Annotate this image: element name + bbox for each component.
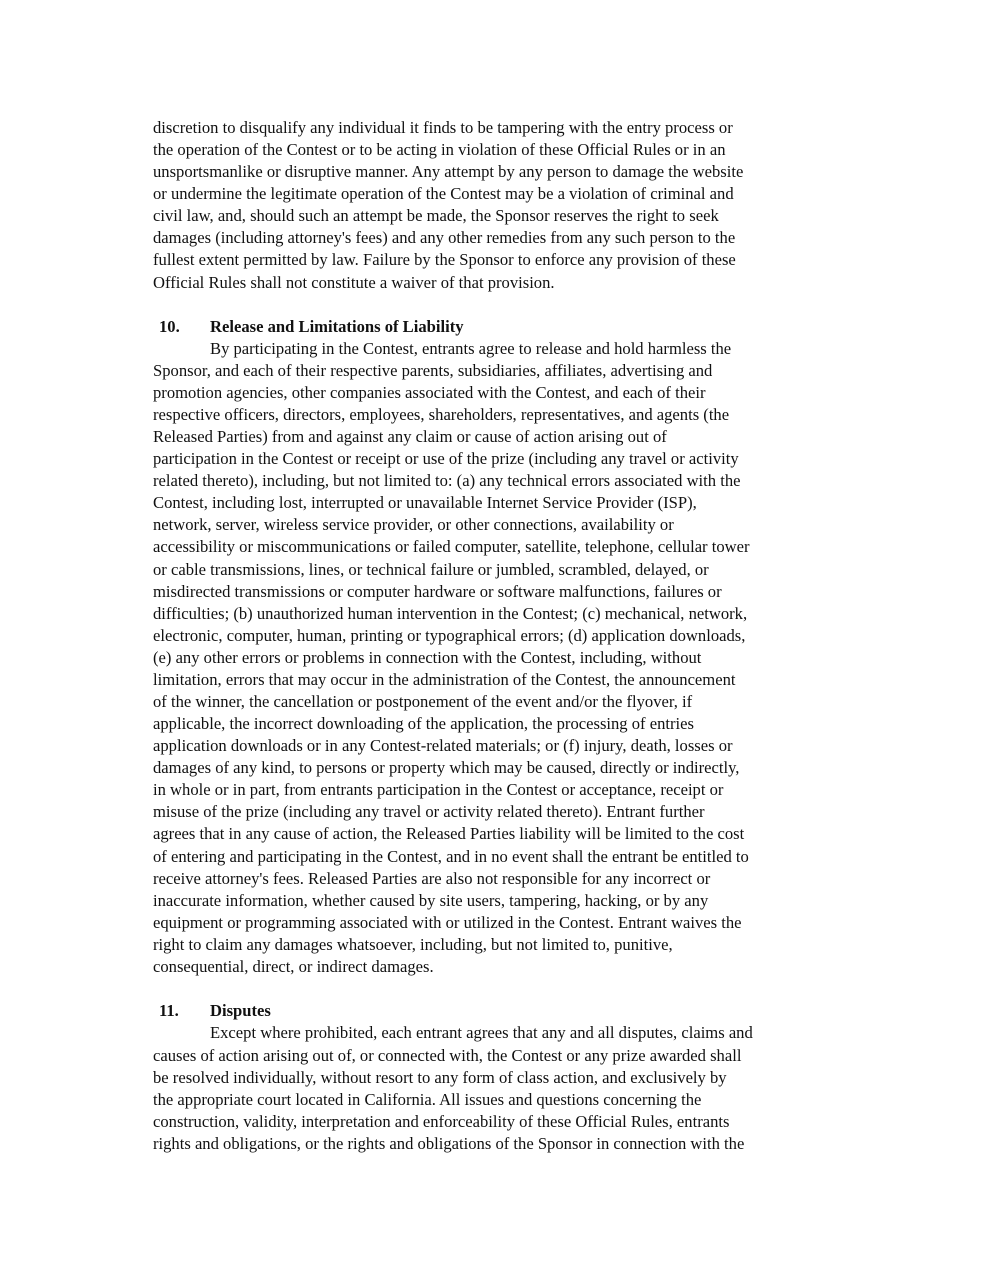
section-10-line-16: limitation, errors that may occur in the administration of the Contest, the announcement bbox=[153, 670, 736, 689]
section-10-line-11: or cable transmissions, lines, or technical failure or jumbled, scrambled, delayed, or bbox=[153, 560, 709, 579]
intro-line-5: civil law, and, should such an attempt be made, the Sponsor reserves the right to seek bbox=[153, 206, 719, 225]
section-10-line-26: inaccurate information, whether caused by site users, tampering, hacking, or by any bbox=[153, 891, 709, 910]
section-11-number: 11. bbox=[159, 1001, 179, 1020]
section-10-line-23: agrees that in any cause of action, the Released Parties liability will be limited to the cost bbox=[153, 824, 745, 843]
section-10-line-10: accessibility or miscommunications or failed computer, satellite, telephone, cellular tower bbox=[153, 537, 750, 556]
section-10-line-7: related thereto), including, but not limited to: (a) any technical errors associated with the bbox=[153, 471, 741, 490]
section-11-title: Disputes bbox=[210, 1001, 271, 1020]
section-10-line-28: right to claim any damages whatsoever, including, but not limited to, punitive, bbox=[153, 935, 673, 954]
section-10-line-25: receive attorney's fees. Released Parties are also not responsible for any incorrect or bbox=[153, 869, 711, 888]
section-10-line-15: (e) any other errors or problems in connection with the Contest, including, without bbox=[153, 648, 702, 667]
intro-line-7: fullest extent permitted by law. Failure by the Sponsor to enforce any provision of these bbox=[153, 250, 736, 269]
section-11-line-4: the appropriate court located in California. All issues and questions concerning the bbox=[153, 1090, 702, 1109]
section-11-line-2: causes of action arising out of, or connected with, the Contest or any prize awarded shall bbox=[153, 1046, 742, 1065]
intro-line-3: unsportsmanlike or disruptive manner. Any attempt by any person to damage the website bbox=[153, 162, 744, 181]
section-10-line-24: of entering and participating in the Contest, and in no event shall the entrant be entitled to bbox=[153, 847, 749, 866]
section-11-line-6: rights and obligations, or the rights and obligations of the Sponsor in connection with the bbox=[153, 1134, 745, 1153]
section-10-title: Release and Limitations of Liability bbox=[210, 317, 464, 336]
section-11-line-1: Except where prohibited, each entrant agrees that any and all disputes, claims and bbox=[210, 1023, 753, 1042]
section-10-line-1: By participating in the Contest, entrants agree to release and hold harmless the bbox=[210, 339, 732, 358]
section-10-line-8: Contest, including lost, interrupted or unavailable Internet Service Provider (ISP), bbox=[153, 493, 697, 512]
section-10-line-17: of the winner, the cancellation or postponement of the event and/or the flyover, if bbox=[153, 692, 693, 711]
section-11-line-3: be resolved individually, without resort to any form of class action, and exclusively by bbox=[153, 1068, 727, 1087]
intro-line-6: damages (including attorney's fees) and any other remedies from any such person to the bbox=[153, 228, 736, 247]
section-10-line-19: application downloads or in any Contest-related materials; or (f) injury, death, losses or bbox=[153, 736, 733, 755]
intro-line-1: discretion to disqualify any individual it finds to be tampering with the entry process or bbox=[153, 118, 733, 137]
section-10-line-9: network, server, wireless service provider, or other connections, availability or bbox=[153, 515, 674, 534]
section-10-line-6: participation in the Contest or receipt or use of the prize (including any travel or activity bbox=[153, 449, 739, 468]
section-10-line-22: misuse of the prize (including any travel or activity related thereto). Entrant further bbox=[153, 802, 705, 821]
section-10-line-13: difficulties; (b) unauthorized human intervention in the Contest; (c) mechanical, network, bbox=[153, 604, 748, 623]
section-10-line-29: consequential, direct, or indirect damages. bbox=[153, 957, 434, 976]
section-10-line-14: electronic, computer, human, printing or typographical errors; (d) application downloads, bbox=[153, 626, 746, 645]
section-11-line-5: construction, validity, interpretation and enforceability of these Official Rules, entrants bbox=[153, 1112, 730, 1131]
intro-line-8: Official Rules shall not constitute a waiver of that provision. bbox=[153, 273, 555, 292]
section-10-line-12: misdirected transmissions or computer hardware or software malfunctions, failures or bbox=[153, 582, 722, 601]
section-10-line-5: Released Parties) from and against any claim or cause of action arising out of bbox=[153, 427, 667, 446]
section-10-line-4: respective officers, directors, employees, shareholders, representatives, and agents (the bbox=[153, 405, 730, 424]
section-10-number: 10. bbox=[159, 317, 180, 336]
section-10-line-20: damages of any kind, to persons or property which may be caused, directly or indirectly, bbox=[153, 758, 740, 777]
section-10-line-27: equipment or programming associated with or utilized in the Contest. Entrant waives the bbox=[153, 913, 742, 932]
intro-line-2: the operation of the Contest or to be acting in violation of these Official Rules or in an bbox=[153, 140, 726, 159]
section-10-line-2: Sponsor, and each of their respective parents, subsidiaries, affiliates, advertising and bbox=[153, 361, 713, 380]
intro-line-4: or undermine the legitimate operation of the Contest may be a violation of criminal and bbox=[153, 184, 734, 203]
section-10-line-3: promotion agencies, other companies associated with the Contest, and each of their bbox=[153, 383, 706, 402]
section-10-line-21: in whole or in part, from entrants participation in the Contest or acceptance, receipt or bbox=[153, 780, 724, 799]
section-10-line-18: applicable, the incorrect downloading of the application, the processing of entries bbox=[153, 714, 694, 733]
